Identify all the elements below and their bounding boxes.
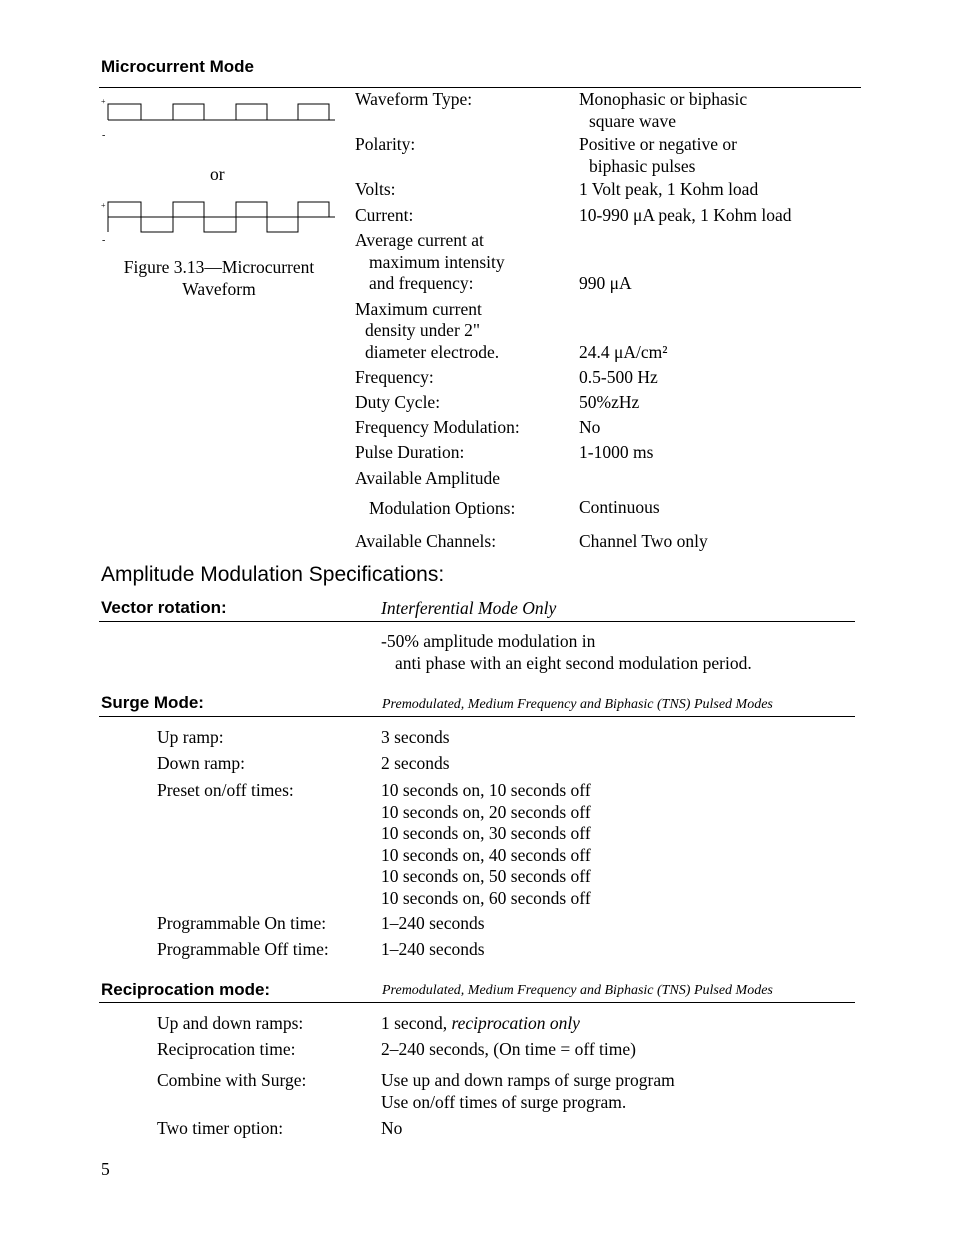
reciprocation-time-label: Reciprocation time: [157, 1039, 296, 1059]
list-item: 10 seconds on, 60 seconds off [381, 887, 591, 908]
spec-row-current: Current: 10-990 μA peak, 1 Kohm load [355, 204, 792, 225]
amplitude-modulation-title: Amplitude Modulation Specifications: [101, 563, 445, 586]
surge-prog-on-label: Programmable On time: [157, 913, 327, 933]
section-rule [99, 1002, 855, 1003]
plus-marker: + [101, 201, 106, 210]
spec-row-available-channels: Available Channels: Channel Two only [355, 531, 708, 551]
spec-row-pulse-duration: Pulse Duration: 1-1000 ms [355, 442, 654, 462]
section-rule [99, 87, 861, 88]
surge-down-ramp-label: Down ramp: [157, 753, 245, 773]
reciprocation-timer-label: Two timer option: [157, 1118, 284, 1138]
spec-row-max-current-density: Maximum current density under 2" diameter electrode. 24.4 μA/cm² [355, 298, 668, 362]
reciprocation-ramps-label: Up and down ramps: [157, 1013, 304, 1033]
surge-prog-on-value: 1–240 seconds [381, 913, 485, 933]
minus-marker: - [102, 235, 106, 246]
list-item: 10 seconds on, 20 seconds off [381, 801, 591, 822]
surge-prog-off-value: 1–240 seconds [381, 939, 485, 959]
section-rule [99, 621, 855, 622]
minus-marker: - [102, 130, 106, 141]
reciprocation-mode-heading: Reciprocation mode: [101, 980, 271, 999]
spec-row-waveform-type: Waveform Type: Monophasic or biphasic square wave [355, 89, 748, 131]
surge-mode-scope: Premodulated, Medium Frequency and Biphasic (TNS) Pulsed Modes [382, 697, 773, 712]
spec-row-amplitude-modulation-options: Available Amplitude Modulation Options: Continuous [355, 468, 660, 518]
reciprocation-ramps-value: 1 second, reciprocation only [381, 1013, 580, 1033]
list-item: 10 seconds on, 40 seconds off [381, 844, 591, 865]
surge-prog-off-label: Programmable Off time: [157, 939, 329, 959]
surge-preset-values [381, 780, 591, 909]
spec-row-frequency: Frequency: 0.5-500 Hz [355, 367, 658, 387]
section-rule [99, 716, 855, 717]
surge-preset-label: Preset on/off times: [157, 780, 294, 800]
list-item: 10 seconds on, 10 seconds off [381, 780, 591, 800]
microcurrent-spec-table [355, 89, 855, 553]
surge-down-ramp-value: 2 seconds [381, 753, 450, 773]
surge-up-ramp-value: 3 seconds [381, 727, 450, 747]
vector-rotation-heading: Vector rotation: [101, 598, 227, 617]
spec-row-average-current: Average current at maximum intensity and frequency: 990 μA [355, 230, 632, 293]
monophasic-waveform-icon [99, 92, 339, 142]
page-number: 5 [101, 1159, 110, 1179]
biphasic-waveform-icon [99, 200, 339, 245]
spec-row-volts: Volts: 1 Volt peak, 1 Kohm load [355, 179, 759, 199]
reciprocation-combine-value: Use up and down ramps of surge program Use on/off times of surge program. [381, 1070, 675, 1112]
vector-rotation-scope: Interferential Mode Only [381, 598, 557, 618]
spec-row-frequency-modulation: Frequency Modulation: No [355, 417, 601, 437]
spec-row-polarity: Polarity: Positive or negative or biphasic pulses [355, 134, 737, 176]
reciprocation-time-value: 2–240 seconds, (On time = off time) [381, 1039, 636, 1059]
figure-caption: Figure 3.13—Microcurrent Waveform [123, 257, 315, 299]
list-item: 10 seconds on, 50 seconds off [381, 866, 591, 886]
reciprocation-mode-scope: Premodulated, Medium Frequency and Biphasic (TNS) Pulsed Modes [382, 983, 773, 998]
plus-marker: + [101, 97, 106, 106]
surge-mode-heading: Surge Mode: [101, 693, 204, 712]
spec-row-duty-cycle: Duty Cycle: 50%zHz [355, 392, 640, 412]
vector-rotation-description: -50% amplitude modulation in anti phase with an eight second modulation period. [381, 631, 752, 673]
reciprocation-timer-value: No [381, 1118, 403, 1138]
waveform-or-label: or [210, 164, 225, 184]
microcurrent-waveform-figure [99, 92, 339, 302]
reciprocation-combine-label: Combine with Surge: [157, 1070, 307, 1090]
section-heading-microcurrent: Microcurrent Mode [101, 57, 255, 76]
surge-up-ramp-label: Up ramp: [157, 727, 224, 747]
list-item: 10 seconds on, 30 seconds off [381, 823, 591, 843]
